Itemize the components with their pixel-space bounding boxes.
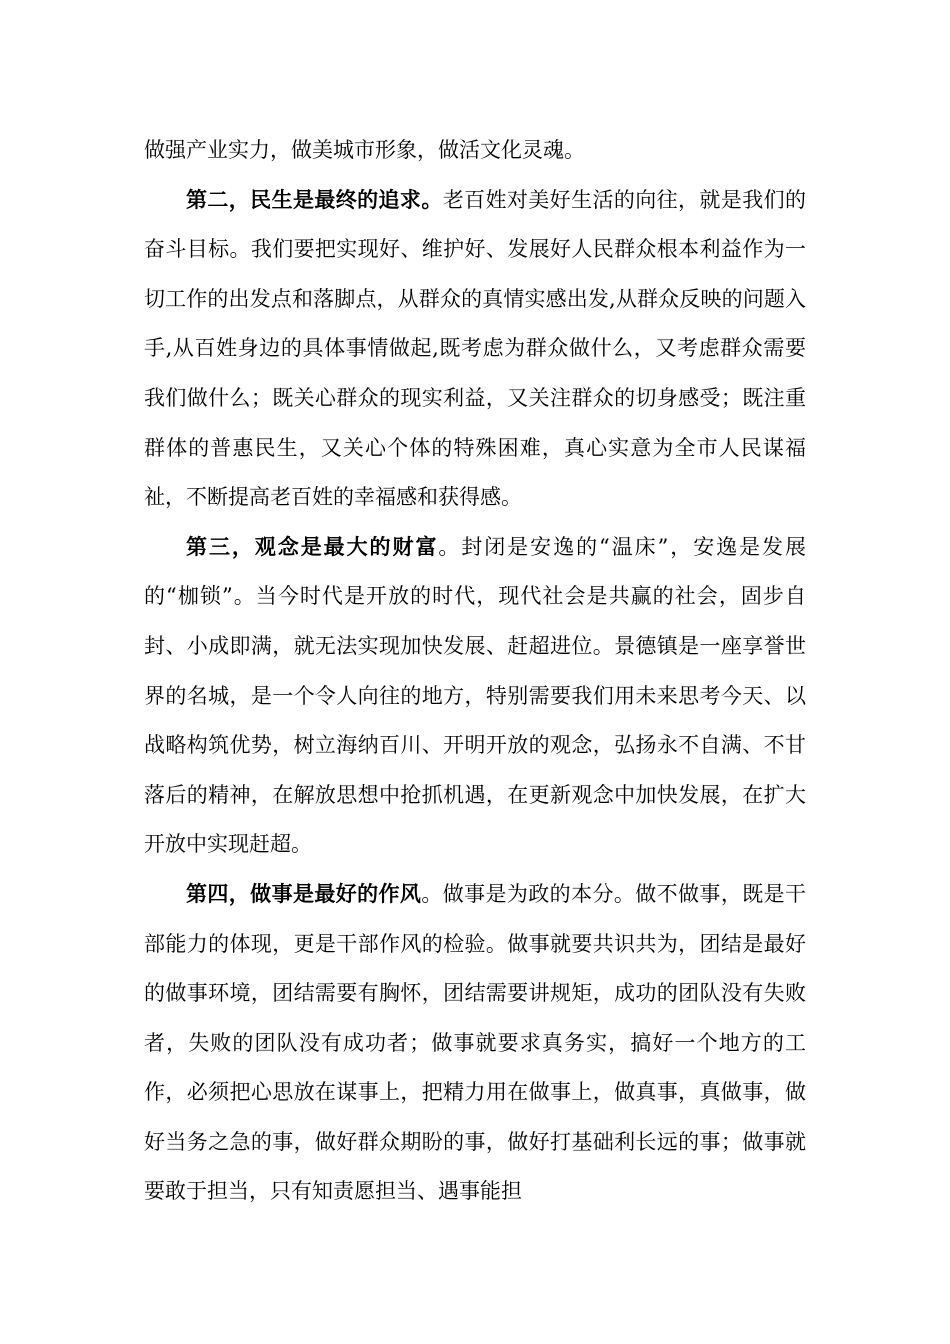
paragraph-lead: 第二，民生是最终的追求。 <box>186 187 443 212</box>
paragraph-text: 老百姓对美好生活的向往，就是我们的奋斗目标。我们要把实现好、维护好、发展好人民群众根本利益作为一切工作的出发点和落脚点，从群众的真情实感出发,从群众反映的问题入手,从百姓身边的具体事情做起,既考虑为群众做什么，又考虑群众需要我们做什么；既关心群众的现实利益，又关注群众的切身感受；既注重群体的普惠民生，又关心个体的特殊困难，真心实意为全市人民谋福祉，不断提高老百姓的幸福感和获得感。 <box>144 187 807 510</box>
paragraph-third <box>144 523 806 870</box>
document-page <box>144 126 806 1217</box>
paragraph-fourth <box>144 870 806 1217</box>
paragraph-text: 。封闭是安逸的“温床”，安逸是发展的“枷锁”。当今时代是开放的时代，现代社会是共赢的社会，固步自封、小成即满，就无法实现加快发展、赶超进位。景德镇是一座享誉世界的名城，是一个令人向往的地方，特别需要我们用未来思考今天、以战略构筑优势，树立海纳百川、开明开放的观念，弘扬永不自满、不甘落后的精神，在解放思想中抢抓机遇，在更新观念中加快发展，在扩大开放中实现赶超。 <box>144 534 806 857</box>
paragraph-lead: 第四，做事是最好的作风 <box>186 881 422 906</box>
paragraph-continuation <box>144 126 806 176</box>
paragraph-lead: 第三，观念是最大的财富 <box>186 534 439 559</box>
paragraph-text: 。做事是为政的本分。做不做事，既是干部能力的体现，更是干部作风的检验。做事就要共识共为，团结是最好的做事环境，团结需要有胸怀，团结需要讲规矩，成功的团队没有失败者，失败的团队没有成功者；做事就要求真务实，搞好一个地方的工作，必须把心思放在谋事上，把精力用在做事上，做真事，真做事，做好当务之急的事，做好群众期盼的事，做好打基础利长远的事；做事就要敢于担当，只有知责愿担当、遇事能担 <box>144 881 807 1204</box>
paragraph-second <box>144 176 806 523</box>
paragraph-text: 做强产业实力，做美城市形象，做活文化灵魂。 <box>144 138 585 162</box>
